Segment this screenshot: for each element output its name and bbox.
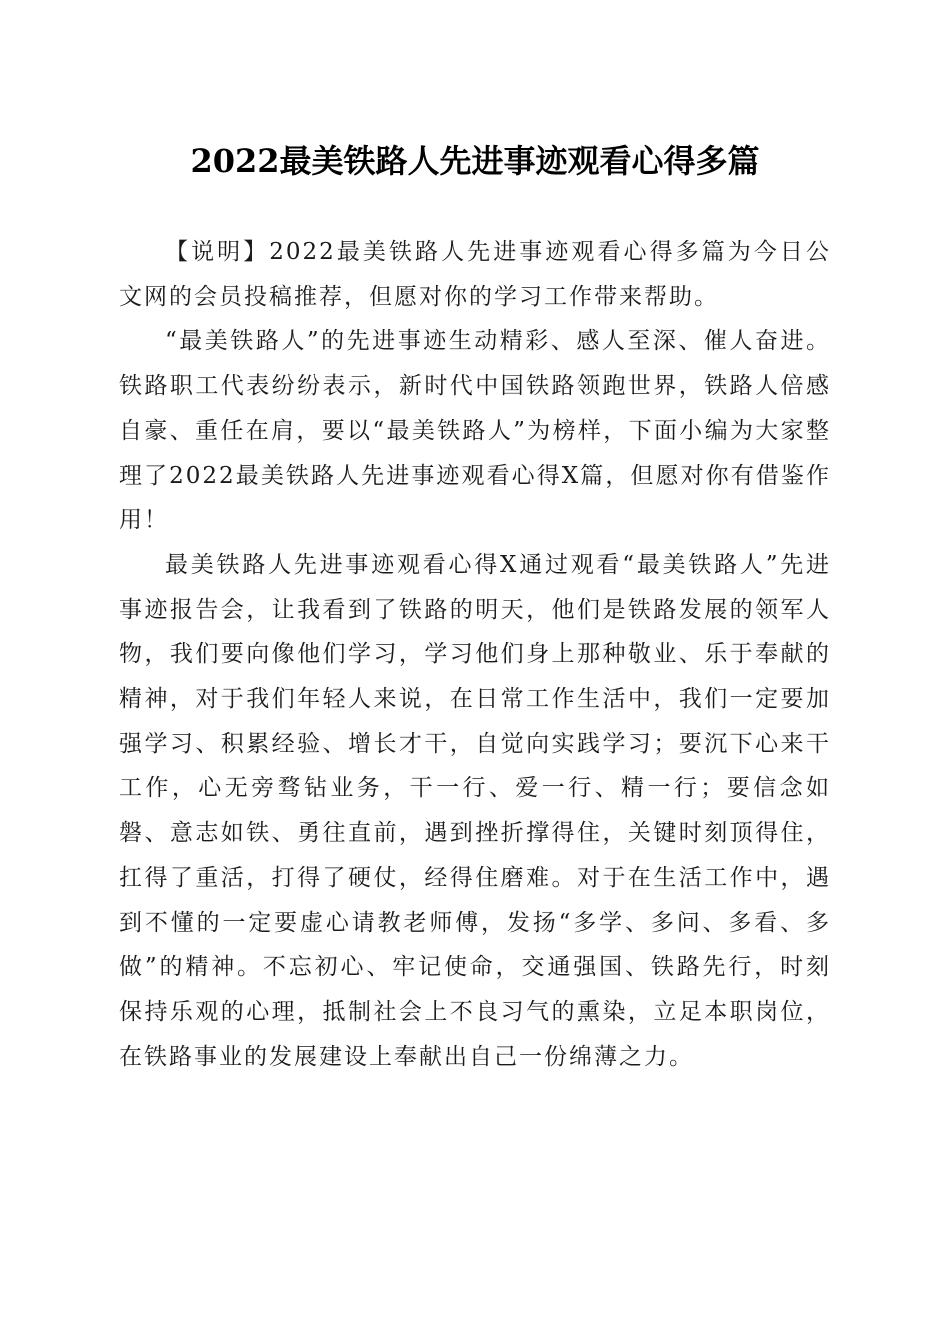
document-title: 2022最美铁路人先进事迹观看心得多篇 [190, 142, 760, 180]
paragraph-introduction: “最美铁路人”的先进事迹生动精彩、感人至深、催人奋进。铁路职工代表纷纷表示，新时代中国铁路领跑世界，铁路人倍感自豪、重任在肩，要以“最美铁路人”为榜样，下面小编为大家整理了2022最美铁路人先进事迹观看心得X篇，但愿对你有借鉴作用！ [119, 328, 831, 534]
document-body [119, 230, 831, 1079]
paragraph-intro-note: 【说明】2022最美铁路人先进事迹观看心得多篇为今日公文网的会员投稿推荐，但愿对你的学习工作带来帮助。 [119, 239, 831, 310]
paragraph-essay: 最美铁路人先进事迹观看心得X通过观看“最美铁路人”先进事迹报告会，让我看到了铁路的明天，他们是铁路发展的领军人物，我们要向像他们学习，学习他们身上那种敬业、乐于奉献的精神，对于我们年轻人来说，在日常工作生活中，我们一定要加强学习、积累经验、增长才干，自觉向实践学习；要沉下心来干工作，心无旁骛钻业务，干一行、爱一行、精一行；要信念如磐、意志如铁、勇往直前，遇到挫折撑得住，关键时刻顶得住，扛得了重活，打得了硬仗，经得住磨难。对于在生活工作中，遇到不懂的一定要虚心请教老师傅，发扬“多学、多问、多看、多做”的精神。不忘初心、牢记使命，交通强国、铁路先行，时刻保持乐观的心理，抵制社会上不良习气的熏染，立足本职岗位，在铁路事业的发展建设上奉献出自己一份绵薄之力。 [119, 551, 831, 1070]
